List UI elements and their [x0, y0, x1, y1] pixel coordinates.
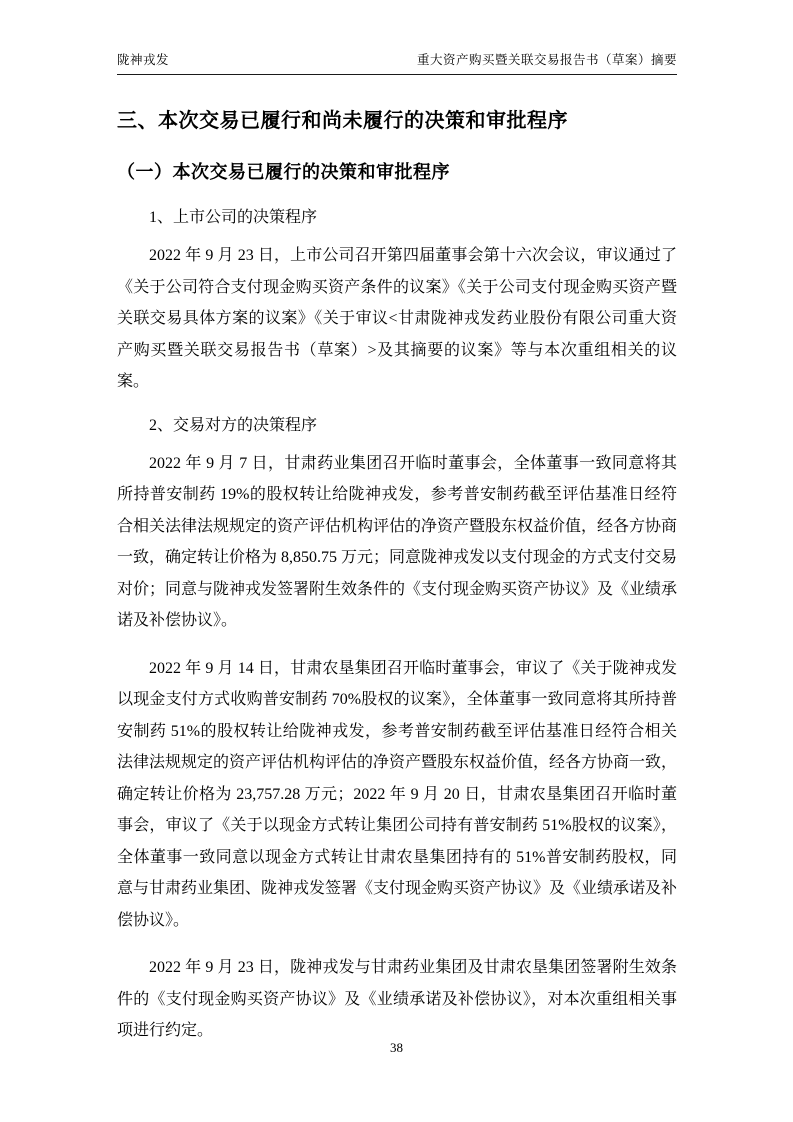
item-heading-counterparty: 2、交易对方的决策程序 [149, 416, 318, 434]
paragraph: 2022 年 9 月 23 日，陇神戎发与甘肃药业集团及甘肃农垦集团签署附生效条件的《支付现金购买资产协议》及《业绩承诺及补偿协议》，对本次重组相关事项进行约定。 [117, 959, 677, 1039]
item-heading-listed-company: 1、上市公司的决策程序 [149, 209, 318, 226]
header-company-name: 陇神戎发 [117, 53, 170, 67]
subsection-heading: （一）本次交易已履行的决策和审批程序 [117, 162, 450, 182]
running-header [117, 50, 677, 75]
paragraph: 2022 年 9 月 14 日，甘肃农垦集团召开临时董事会，审议了《关于陇神戎发以现金支付方式收购普安制药 70%股权的议案》，全体董事一致同意将其所持普安制药 51%的股权转让给陇神戎发，参考普安制药截至评估基准日经符合相关法律法规规定的资产评估机构评估的净资产暨股东权益价值，经各方协商一致，确定转让价格为 23,757.28 万元；2022 年 9 月 20 日，甘肃农垦集团召开临时董事会，审议了《关于以现金方式转让集团公司持有普安制药 51%股权的议案》，全体董事一致同意以现金方式转让甘肃农垦集团持有的 51%普安制药股权，同意与甘肃药业集团、陇神戎发签署《支付现金购买资产协议》及《业绩承诺及补偿协议》。 [117, 659, 678, 929]
section-heading: 三、本次交易已履行和尚未履行的决策和审批程序 [117, 110, 568, 132]
paragraph: 2022 年 9 月 23 日，上市公司召开第四届董事会第十六次会议，审议通过了《关于公司符合支付现金购买资产条件的议案》《关于公司支付现金购买资产暨关联交易具体方案的议案》《关于审议<甘肃陇神戎发药业股份有限公司重大资产购买暨关联交易报告书（草案）>及其摘要的议案》等与本次重组相关的议案。 [117, 247, 677, 390]
page-content [117, 50, 677, 1063]
paragraph: 2022 年 9 月 7 日，甘肃药业集团召开临时董事会，全体董事一致同意将其所持普安制药 19%的股权转让给陇神戎发，参考普安制药截至评估基准日经符合相关法律法规规定的资产评估机构评估的净资产暨股东权益价值，经各方协商一致，确定转让价格为 8,850.75 万元；同意陇神戎发以支付现金的方式支付交易对价；同意与陇神戎发签署附生效条件的《支付现金购买资产协议》及《业绩承诺及补偿协议》。 [117, 454, 678, 629]
header-document-title: 重大资产购买暨关联交易报告书（草案）摘要 [416, 53, 677, 67]
page-number: 38 [390, 1040, 403, 1055]
